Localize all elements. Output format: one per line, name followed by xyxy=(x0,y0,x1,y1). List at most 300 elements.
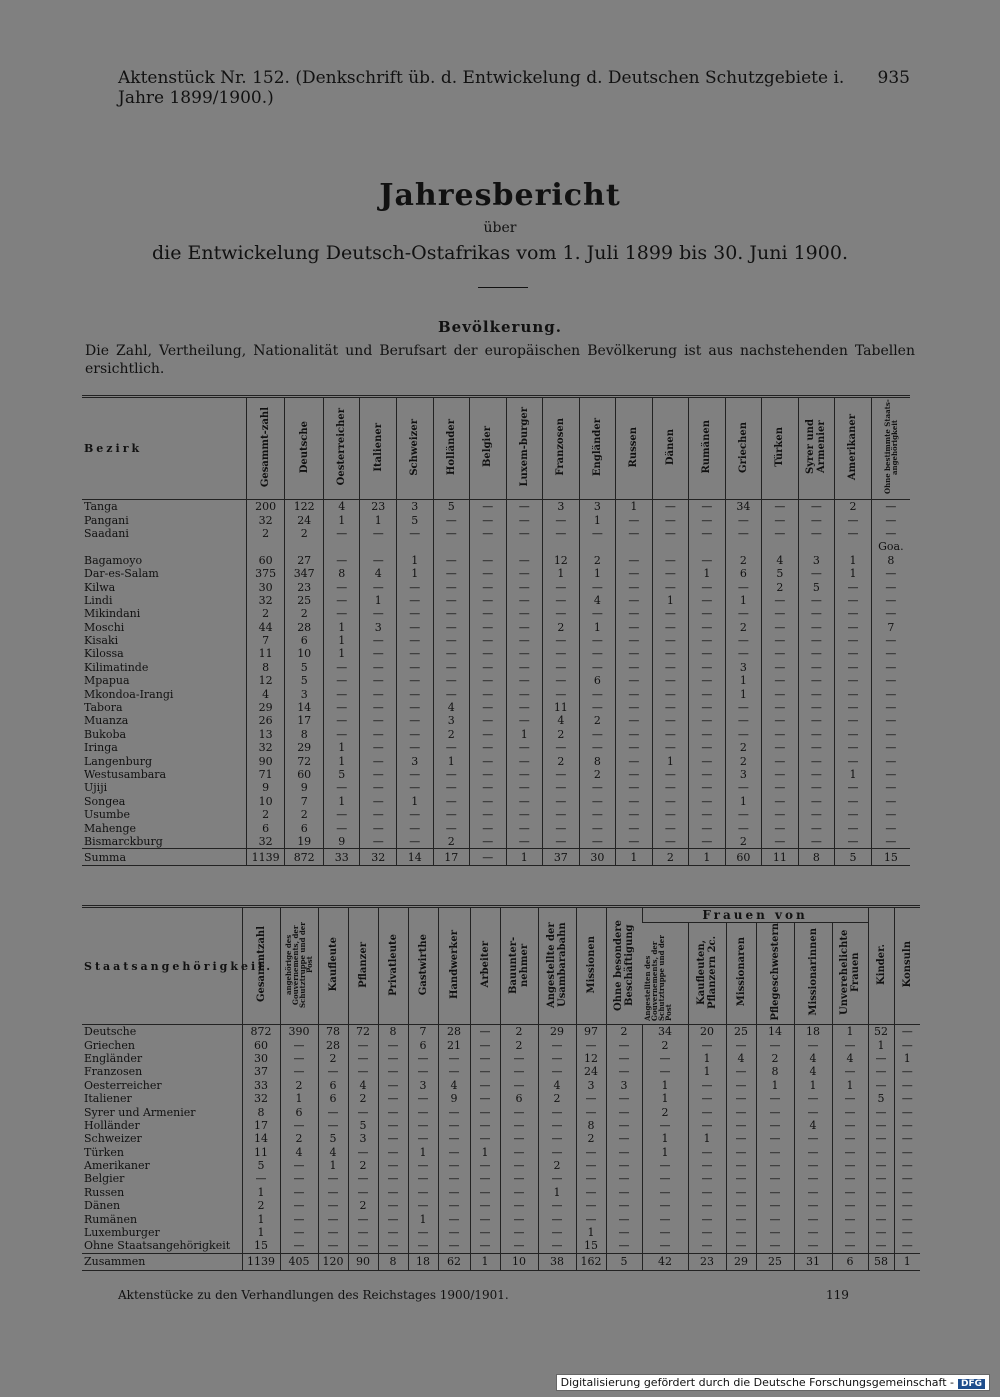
table-row xyxy=(82,527,910,540)
table-cell: — xyxy=(470,1226,500,1239)
table-cell: — xyxy=(871,634,910,647)
table-cell: — xyxy=(543,781,580,794)
table-cell: 1 xyxy=(408,1146,438,1159)
table-cell: — xyxy=(689,768,726,781)
table-row xyxy=(82,741,910,754)
row-label: Langenburg xyxy=(84,754,153,768)
table-cell: — xyxy=(616,621,653,634)
nationality-occupation-table xyxy=(82,905,920,1271)
table-cell: — xyxy=(762,701,799,714)
table-cell: — xyxy=(538,1065,576,1078)
table-cell: — xyxy=(725,808,762,821)
table-cell: 30 xyxy=(246,580,285,593)
table-cell: 17 xyxy=(285,714,324,727)
table-cell: — xyxy=(835,754,872,767)
table-cell: 2 xyxy=(579,554,616,567)
table-cell: 4 xyxy=(323,500,360,514)
table-cell: — xyxy=(348,1038,378,1051)
table-cell: — xyxy=(397,674,434,687)
table-cell: — xyxy=(832,1119,868,1132)
table-cell: — xyxy=(726,1038,756,1051)
table-cell: — xyxy=(688,1212,726,1225)
table-cell: — xyxy=(397,661,434,674)
table-cell: — xyxy=(868,1199,894,1212)
table-cell: — xyxy=(397,607,434,620)
table-cell: — xyxy=(616,728,653,741)
table-cell: 1 xyxy=(725,687,762,700)
table-cell: — xyxy=(470,728,507,741)
table-cell: — xyxy=(433,781,470,794)
column-header-label: Russen xyxy=(628,426,640,468)
table-cell: — xyxy=(397,728,434,741)
table-cell: — xyxy=(835,795,872,808)
table-cell: — xyxy=(689,821,726,834)
table-cell: — xyxy=(433,768,470,781)
column-header-label: Missionen xyxy=(585,935,597,994)
table-cell: — xyxy=(397,594,434,607)
table-cell: — xyxy=(652,687,689,700)
table-cell: 3 xyxy=(725,768,762,781)
table-cell: — xyxy=(470,500,507,514)
column-header-label: Gastwirthe xyxy=(417,933,429,996)
table-cell: — xyxy=(280,1065,318,1078)
table-cell: — xyxy=(433,607,470,620)
table-row xyxy=(82,754,910,767)
table-cell: — xyxy=(500,1146,538,1159)
table-cell: — xyxy=(378,1092,408,1105)
table-cell: — xyxy=(726,1105,756,1118)
table-cell: 2 xyxy=(725,554,762,567)
table-cell: — xyxy=(798,513,835,526)
table-cell: — xyxy=(762,728,799,741)
table-cell: — xyxy=(689,741,726,754)
table-cell: 7 xyxy=(246,634,285,647)
table-cell: 15 xyxy=(576,1239,606,1253)
table-cell: — xyxy=(894,1159,920,1172)
table-cell: 2 xyxy=(348,1092,378,1105)
table-cell: — xyxy=(868,1079,894,1092)
table-cell: 6 xyxy=(500,1092,538,1105)
table-cell: 2 xyxy=(756,1052,794,1065)
district-population-table xyxy=(82,395,910,866)
table-cell: — xyxy=(894,1146,920,1159)
table-cell: — xyxy=(871,768,910,781)
title-connector: über xyxy=(483,220,517,236)
table-cell: — xyxy=(642,1199,688,1212)
table-cell: — xyxy=(543,634,580,647)
table-cell: — xyxy=(894,1239,920,1253)
table-cell: — xyxy=(894,1199,920,1212)
table-cell: 1 xyxy=(688,1065,726,1078)
table-cell xyxy=(543,540,580,553)
table-cell: — xyxy=(360,674,397,687)
table-cell: 8 xyxy=(576,1119,606,1132)
table-cell: — xyxy=(433,554,470,567)
column-header-label: Kaufleute xyxy=(327,937,339,992)
table-cell: — xyxy=(652,513,689,526)
table-cell: — xyxy=(798,500,835,514)
table-cell: — xyxy=(835,647,872,660)
table-cell: — xyxy=(360,687,397,700)
table-cell: — xyxy=(323,554,360,567)
table-cell: — xyxy=(397,835,434,849)
table-cell: — xyxy=(616,768,653,781)
table-row xyxy=(82,728,910,741)
table-cell: 1 xyxy=(433,754,470,767)
table-cell: — xyxy=(579,835,616,849)
table-cell: 23 xyxy=(285,580,324,593)
row-label: Iringa xyxy=(84,741,118,755)
table-cell: — xyxy=(725,513,762,526)
table-cell: 4 xyxy=(246,687,285,700)
table-cell: 1 xyxy=(323,513,360,526)
table-cell: 1 xyxy=(323,754,360,767)
table-cell: 24 xyxy=(576,1065,606,1078)
table-cell: — xyxy=(576,1038,606,1051)
table-cell: — xyxy=(506,554,543,567)
table-cell: 17 xyxy=(242,1119,280,1132)
table-cell: — xyxy=(756,1199,794,1212)
table-cell: — xyxy=(408,1172,438,1185)
table-cell: 60 xyxy=(285,768,324,781)
table-cell: — xyxy=(318,1212,348,1225)
table-cell: — xyxy=(280,1052,318,1065)
table-cell: — xyxy=(470,527,507,540)
table-cell: 1 xyxy=(832,1025,868,1039)
table-cell: — xyxy=(506,647,543,660)
table-cell: 8 xyxy=(246,661,285,674)
table-cell xyxy=(616,540,653,553)
table-cell: — xyxy=(871,580,910,593)
table-cell: — xyxy=(470,781,507,794)
table-cell: 3 xyxy=(606,1079,642,1092)
sum-cell: 6 xyxy=(832,1253,868,1270)
table-cell: — xyxy=(798,634,835,647)
table-cell xyxy=(470,540,507,553)
row-label: Ujiji xyxy=(84,781,108,795)
table-cell: — xyxy=(616,781,653,794)
table-cell: — xyxy=(798,594,835,607)
column-header-label: Gesammt-zahl xyxy=(260,406,272,488)
table-cell: — xyxy=(438,1159,470,1172)
table-cell: 1 xyxy=(470,1146,500,1159)
table-cell: — xyxy=(616,674,653,687)
table-cell: — xyxy=(871,835,910,849)
table-cell: 3 xyxy=(408,1079,438,1092)
table-cell: — xyxy=(832,1186,868,1199)
table-cell: 1 xyxy=(397,567,434,580)
table-cell: — xyxy=(397,741,434,754)
table-cell: — xyxy=(378,1146,408,1159)
table-cell: — xyxy=(408,1226,438,1239)
table-cell: 29 xyxy=(246,701,285,714)
column-header-label: Griechen xyxy=(737,421,749,473)
table-cell: 2 xyxy=(285,527,324,540)
column-header-label: Syrer und Armenier xyxy=(805,419,828,475)
table-cell: — xyxy=(616,808,653,821)
column-header-label: Bauunter-nehmer xyxy=(508,935,530,994)
table-cell: — xyxy=(323,661,360,674)
table-cell: — xyxy=(397,768,434,781)
table-cell: — xyxy=(832,1132,868,1145)
table-cell: — xyxy=(378,1186,408,1199)
table-cell: — xyxy=(360,647,397,660)
table-cell: — xyxy=(868,1146,894,1159)
row-label: Dar-es-Salam xyxy=(84,567,159,581)
table-cell: — xyxy=(871,687,910,700)
table-cell: — xyxy=(798,647,835,660)
table-cell: 4 xyxy=(762,554,799,567)
table-cell: 5 xyxy=(798,580,835,593)
table-cell: — xyxy=(835,701,872,714)
sum-cell: 1 xyxy=(470,1253,500,1270)
table-cell: — xyxy=(871,661,910,674)
table-cell: — xyxy=(579,687,616,700)
table-cell: 1 xyxy=(835,554,872,567)
table-cell: — xyxy=(576,1186,606,1199)
table-cell: — xyxy=(688,1199,726,1212)
table-cell: 30 xyxy=(242,1052,280,1065)
table-cell: — xyxy=(348,1146,378,1159)
table-cell: — xyxy=(378,1132,408,1145)
column-header xyxy=(348,907,378,1025)
table-cell: — xyxy=(538,1105,576,1118)
table-cell: — xyxy=(397,687,434,700)
table-cell: — xyxy=(506,781,543,794)
table-cell xyxy=(246,540,285,553)
table-cell: 1 xyxy=(318,1159,348,1172)
table-cell: — xyxy=(538,1132,576,1145)
table-cell: — xyxy=(832,1038,868,1051)
row-label: Belgier xyxy=(84,1172,125,1186)
table-cell: — xyxy=(360,607,397,620)
table-cell: — xyxy=(576,1105,606,1118)
sum-cell: 5 xyxy=(606,1253,642,1270)
table-cell: — xyxy=(794,1132,832,1145)
table-cell: — xyxy=(280,1239,318,1253)
table-cell: — xyxy=(543,580,580,593)
table-cell: — xyxy=(689,647,726,660)
table-cell: — xyxy=(652,567,689,580)
table-cell: — xyxy=(756,1212,794,1225)
column-header xyxy=(538,907,576,1025)
table-cell: — xyxy=(433,674,470,687)
table-cell: — xyxy=(438,1226,470,1239)
table-cell: — xyxy=(652,580,689,593)
row-label: Griechen xyxy=(84,1038,135,1052)
table-cell: 12 xyxy=(246,674,285,687)
table-cell: — xyxy=(871,607,910,620)
table-cell: — xyxy=(798,527,835,540)
table-cell: — xyxy=(756,1172,794,1185)
table-cell: — xyxy=(832,1092,868,1105)
table-cell: — xyxy=(538,1212,576,1225)
table-cell: 10 xyxy=(246,795,285,808)
table-cell: 7 xyxy=(408,1025,438,1039)
table-cell: — xyxy=(835,674,872,687)
table-cell: — xyxy=(762,607,799,620)
table-cell: — xyxy=(397,714,434,727)
column-header-label: Angestellten des Gouvernements, der Schutztruppe und der Post xyxy=(643,935,673,1021)
table-cell: 1 xyxy=(642,1092,688,1105)
table-cell: — xyxy=(397,781,434,794)
table-cell: — xyxy=(688,1239,726,1253)
table-cell: 37 xyxy=(242,1065,280,1078)
table-cell: — xyxy=(689,795,726,808)
table-cell: — xyxy=(798,741,835,754)
table-cell: — xyxy=(378,1105,408,1118)
column-header-label: Rumänen xyxy=(701,420,713,474)
running-header xyxy=(118,68,910,108)
sum-cell: 11 xyxy=(762,849,799,866)
table-cell: 5 xyxy=(868,1092,894,1105)
table-cell: — xyxy=(616,634,653,647)
table-cell: 3 xyxy=(576,1079,606,1092)
table-cell: — xyxy=(762,527,799,540)
table-cell: — xyxy=(868,1172,894,1185)
table-cell: 5 xyxy=(348,1119,378,1132)
table-cell: — xyxy=(506,754,543,767)
table-cell: — xyxy=(835,634,872,647)
column-header xyxy=(360,397,397,500)
table-cell: — xyxy=(433,795,470,808)
table-cell: 2 xyxy=(433,728,470,741)
table-cell: — xyxy=(762,821,799,834)
table-cell: — xyxy=(642,1212,688,1225)
table-cell: — xyxy=(798,768,835,781)
table-cell: 21 xyxy=(438,1038,470,1051)
table-cell: — xyxy=(242,1172,280,1185)
table-row xyxy=(82,1239,920,1253)
table-cell: — xyxy=(280,1119,318,1132)
column-header-label: Pflegeschwestern xyxy=(769,923,781,1021)
table-cell: — xyxy=(360,808,397,821)
column-header xyxy=(433,397,470,500)
column-header xyxy=(318,907,348,1025)
table-cell: — xyxy=(470,1065,500,1078)
table-cell: — xyxy=(794,1212,832,1225)
column-header xyxy=(871,397,910,500)
table-cell: — xyxy=(433,634,470,647)
table-cell: 1 xyxy=(642,1146,688,1159)
table-cell: — xyxy=(868,1186,894,1199)
column-header xyxy=(725,397,762,500)
table-cell: — xyxy=(397,821,434,834)
table-cell: — xyxy=(470,1119,500,1132)
table-cell: 2 xyxy=(543,754,580,767)
table-cell: — xyxy=(438,1052,470,1065)
table-cell: — xyxy=(360,527,397,540)
table-cell: 3 xyxy=(397,500,434,514)
table-cell: — xyxy=(323,781,360,794)
table-cell: 4 xyxy=(318,1146,348,1159)
table-cell: — xyxy=(470,594,507,607)
table-cell: 13 xyxy=(246,728,285,741)
table-cell: — xyxy=(360,728,397,741)
table-cell: — xyxy=(868,1159,894,1172)
table-cell: — xyxy=(894,1105,920,1118)
table-cell: 1 xyxy=(642,1079,688,1092)
column-header-nationality: Staatsangehörigkeit. xyxy=(82,907,242,1025)
table-cell: — xyxy=(652,768,689,781)
column-header xyxy=(868,907,894,1025)
table-cell: — xyxy=(506,594,543,607)
table-cell: — xyxy=(835,621,872,634)
table-cell: — xyxy=(500,1212,538,1225)
table-cell: — xyxy=(579,795,616,808)
table-cell: — xyxy=(871,527,910,540)
table-cell: — xyxy=(762,808,799,821)
row-label: Luxemburger xyxy=(84,1226,160,1240)
table-cell: 2 xyxy=(246,607,285,620)
table-row xyxy=(82,607,910,620)
table-cell: 4 xyxy=(280,1146,318,1159)
table-cell: — xyxy=(280,1226,318,1239)
table-cell: — xyxy=(470,1172,500,1185)
table-cell: 4 xyxy=(794,1065,832,1078)
table-cell: — xyxy=(726,1132,756,1145)
table-cell: — xyxy=(725,701,762,714)
table-cell: 8 xyxy=(285,728,324,741)
table-cell: — xyxy=(408,1092,438,1105)
table-cell: 8 xyxy=(323,567,360,580)
table-row xyxy=(82,835,910,849)
table-cell: — xyxy=(543,594,580,607)
table-cell: — xyxy=(871,674,910,687)
table-cell: — xyxy=(762,835,799,849)
table-cell: — xyxy=(500,1186,538,1199)
table-cell: 2 xyxy=(543,728,580,741)
table-cell: 27 xyxy=(285,554,324,567)
table-cell: 2 xyxy=(285,607,324,620)
row-label: Kilimatinde xyxy=(84,660,149,674)
table-cell: 5 xyxy=(433,500,470,514)
table-cell: — xyxy=(433,580,470,593)
row-label: Italiener xyxy=(84,1092,132,1106)
table-cell: — xyxy=(642,1065,688,1078)
table-cell: 9 xyxy=(246,781,285,794)
table-cell: — xyxy=(652,634,689,647)
row-label: Schweizer xyxy=(84,1132,142,1146)
table-cell: — xyxy=(794,1159,832,1172)
table-cell: 1 xyxy=(652,754,689,767)
table-cell: — xyxy=(688,1038,726,1051)
table-cell: — xyxy=(360,781,397,794)
table-cell: — xyxy=(360,554,397,567)
table-cell: — xyxy=(538,1038,576,1051)
column-header-label: Deutsche xyxy=(298,420,310,474)
table-cell: 4 xyxy=(726,1052,756,1065)
table-cell: 32 xyxy=(246,594,285,607)
sum-cell: 5 xyxy=(835,849,872,866)
table-cell: — xyxy=(794,1146,832,1159)
table-cell: — xyxy=(798,754,835,767)
column-header-label: Angestellte der Usambarabahn xyxy=(546,921,568,1008)
sum-cell: 10 xyxy=(500,1253,538,1270)
row-label: Syrer und Armenier xyxy=(84,1105,196,1119)
table-cell: — xyxy=(835,527,872,540)
sum-cell: 18 xyxy=(408,1253,438,1270)
table-cell: 1 xyxy=(579,621,616,634)
table-cell: — xyxy=(506,674,543,687)
table-cell: 1 xyxy=(689,567,726,580)
table-cell: — xyxy=(726,1186,756,1199)
table-cell: — xyxy=(689,714,726,727)
table-cell: — xyxy=(500,1065,538,1078)
column-header-label: Italiener xyxy=(372,422,384,472)
page-number: 935 xyxy=(877,68,910,88)
table-cell: 390 xyxy=(280,1025,318,1039)
